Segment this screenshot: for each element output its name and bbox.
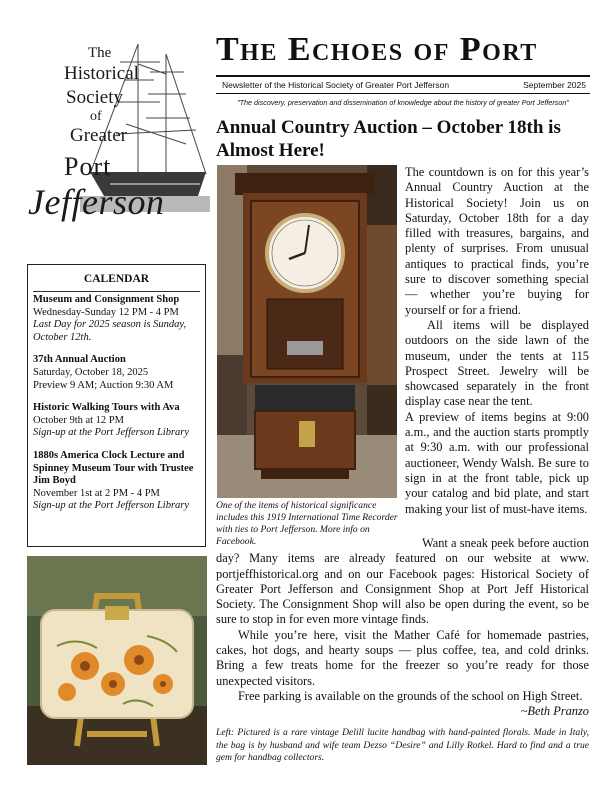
calendar-event [33, 402, 200, 440]
masthead-subline [222, 80, 586, 90]
event-detail: November 1st at 2 PM - 4 PM [33, 487, 160, 499]
handbag-caption: Left: Pictured is a rare vintage Delill lucite handbag with hand-painted florals. Made in Italy, the bag is by husband and wife team Dezso “Desire” and Lilly Rotkel. Hard to find and a true gem for handbag collectors. [216, 727, 589, 763]
event-note: Last Day for 2025 season is Sunday, October 12th. [33, 319, 187, 343]
calendar-event [33, 354, 200, 392]
logo-word-jefferson: Jefferson [28, 182, 165, 222]
event-note: Sign-up at the Port Jefferson Library [33, 427, 190, 439]
calendar-title: CALENDAR [83, 273, 150, 285]
event-detail: Preview 9 AM; Auction 9:30 AM [33, 379, 174, 391]
logo-word-historical: Historical [64, 63, 139, 84]
handbag-photo [27, 556, 207, 765]
event-detail: Wednesday-Sunday 12 PM - 4 PM [33, 306, 179, 318]
event-detail: October 9th at 12 PM [33, 414, 124, 426]
event-detail: Saturday, October 18, 2025 [33, 366, 149, 378]
logo-word-port: Port [64, 152, 112, 181]
article-paragraph: The countdown is on for this year’s Annual Country Auction at the Historical Society! Join us on Saturday, October 18th for a day filled with treasures, bargains, and plenty of surprises. From unusual antiques to practical finds, you’re sure to discover something special — whether you’re buying for yourself or for a friend. [405, 165, 589, 317]
article-paragraph: While you’re here, visit the Mather Café for homemade pastries, cakes, hot dogs, and hearty soups — plus coffee, tea, and cold drinks. Bring a few treats home for the freezer so you’re ready for those unexpected visitors. [216, 627, 589, 688]
event-title: 1880s America Clock Lecture and Spinney Museum Tour with Trustee Jim Boyd [33, 449, 194, 487]
event-note: Sign-up at the Port Jefferson Library [33, 500, 190, 512]
article-signature: ~Beth Pranzo [520, 704, 589, 719]
calendar-event [33, 294, 200, 344]
time-recorder-photo [217, 165, 397, 498]
article-headline: Annual Country Auction – October 18th is Almost Here! [216, 117, 561, 161]
article-column-right [405, 165, 589, 517]
masthead-rule-top [216, 75, 590, 77]
event-title: Historic Walking Tours with Ava [33, 402, 180, 414]
masthead-rule-bottom [216, 93, 590, 94]
logo-word-the: The [88, 45, 112, 61]
calendar-event [33, 450, 200, 513]
calendar-divider [33, 291, 200, 292]
logo-word-of: of [90, 109, 102, 124]
article-paragraph: All items will be displayed outdoors on the side lawn of the museum, under the tents at 115 Prospect Street. Jewelry will be showcased separately in the front display case near the tent. [405, 317, 589, 409]
mission-tagline: "The discovery, preservation and dissemination of knowledge about the history of greater Port Jefferson" [237, 98, 569, 107]
article-paragraph: Free parking is available on the grounds of the school on High Street. [238, 688, 583, 703]
logo-word-greater: Greater [70, 125, 127, 146]
logo-word-society: Society [66, 87, 123, 108]
article-body-wide [216, 536, 589, 720]
newsletter-description: Newsletter of the Historical Society of Greater Port Jefferson [222, 80, 450, 90]
newsletter-title: The Echoes of Port [216, 31, 538, 68]
clock-photo-caption: One of the items of historical significance includes this 1919 International Time Recorder with ties to Port Jefferson. More info on Facebook. [216, 500, 398, 547]
event-title: Museum and Consignment Shop [33, 294, 180, 305]
event-title: 37th Annual Auction [33, 354, 126, 366]
article-paragraph: A preview of items begins at 9:00 a.m., and the auction starts promptly at 9:30 a.m. with our professional auctioneer, Wendy Walsh. Be sure to sign in at the front table, pick up your catalog and bid plate, and start making your list of must-have items. [405, 409, 589, 516]
calendar-box [27, 264, 206, 547]
issue-date: September 2025 [523, 80, 586, 90]
society-logo [20, 34, 210, 264]
article-paragraph: Want a sneak peek before auction day? Many items are already featured on our website at www. portjeffhistorical.org and on our Facebook pages: Historical Society of Greater Port Jefferson and Consignment Shop at Port Jeff Historical Society. The Consignment Shop will also be open during the event, so be sure to stop in for even more vintage finds. [216, 536, 589, 627]
